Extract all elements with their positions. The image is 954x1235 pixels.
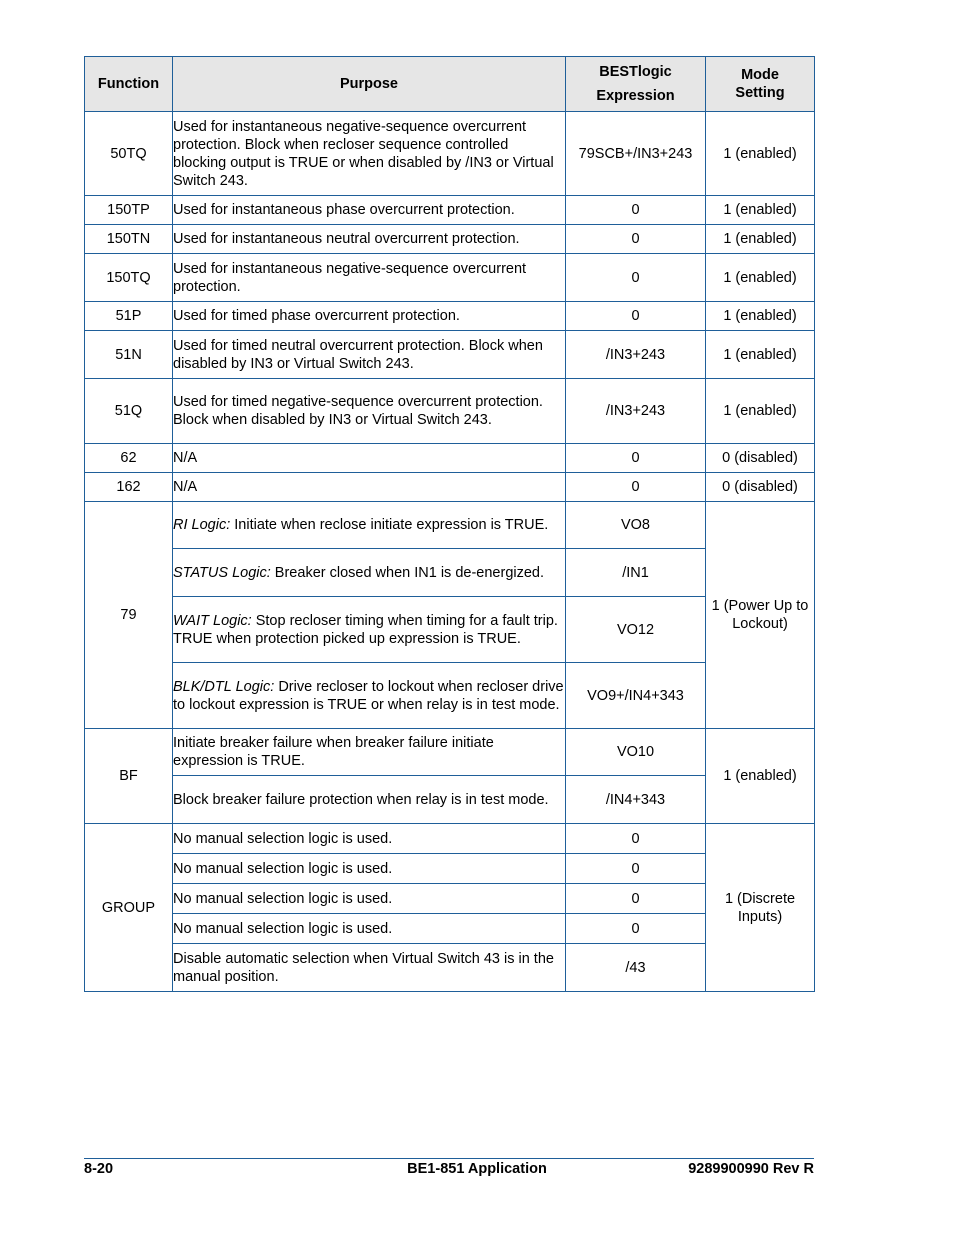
header-mode-line2: Setting [735,85,785,101]
function-cell: BF [85,729,173,824]
function-cell: 150TP [85,196,173,225]
mode-cell: 1 (enabled) [706,729,815,824]
header-expression-line1: BESTlogic [599,64,672,80]
table-row [85,112,815,196]
function-cell: 62 [85,444,173,473]
expression-cell: /IN3+243 [566,379,706,444]
purpose-cell: No manual selection logic is used. [173,884,566,914]
mode-cell: 0 (disabled) [706,473,815,502]
expression-cell: VO12 [566,597,706,663]
expression-cell: VO10 [566,729,706,776]
logic-label: STATUS Logic: [173,564,271,581]
mode-cell: 1 (enabled) [706,302,815,331]
purpose-cell: N/A [173,473,566,502]
expression-cell: 0 [566,444,706,473]
expression-cell: VO8 [566,502,706,549]
logic-label: WAIT Logic: [173,612,252,629]
logic-settings-table [84,56,815,992]
table-row [85,729,815,776]
function-cell: GROUP [85,824,173,992]
mode-cell: 1 (enabled) [706,196,815,225]
header-function: Function [85,57,173,112]
mode-cell: 1 (Power Up to Lockout) [706,502,815,729]
function-cell: 51Q [85,379,173,444]
table-header-row [85,57,815,112]
expression-cell: 79SCB+/IN3+243 [566,112,706,196]
table-row [85,944,815,992]
expression-cell: /IN3+243 [566,331,706,379]
expression-cell: 0 [566,854,706,884]
function-cell: 51P [85,302,173,331]
table-row [85,884,815,914]
expression-cell: 0 [566,225,706,254]
logic-text: Breaker closed when IN1 is de-energized. [270,564,545,581]
table-row [85,302,815,331]
purpose-cell: Used for instantaneous phase overcurrent protection. [173,196,566,225]
mode-cell: 1 (enabled) [706,379,815,444]
header-expression [566,57,706,112]
table-row [85,196,815,225]
purpose-cell: N/A [173,444,566,473]
mode-cell: 1 (Discrete Inputs) [706,824,815,992]
purpose-cell [173,663,566,729]
page-number: 8-20 [84,1161,114,1177]
expression-cell: /IN1 [566,549,706,597]
mode-cell: 1 (enabled) [706,112,815,196]
purpose-cell: Used for instantaneous neutral overcurrent protection. [173,225,566,254]
expression-cell: /IN4+343 [566,776,706,824]
mode-cell: 1 (enabled) [706,254,815,302]
expression-cell: 0 [566,254,706,302]
mode-cell: 0 (disabled) [706,444,815,473]
purpose-cell: Used for instantaneous negative-sequence overcurrent protection. [173,254,566,302]
table-row [85,549,815,597]
purpose-cell: No manual selection logic is used. [173,914,566,944]
table-row [85,663,815,729]
purpose-cell: No manual selection logic is used. [173,854,566,884]
header-mode-line1: Mode [741,67,779,83]
expression-cell: 0 [566,473,706,502]
function-cell: 150TQ [85,254,173,302]
expression-cell: 0 [566,914,706,944]
purpose-cell: Used for timed phase overcurrent protection. [173,302,566,331]
header-expression-line2: Expression [596,88,675,104]
mode-cell: 1 (enabled) [706,331,815,379]
footer-divider [84,1158,814,1159]
table-row [85,914,815,944]
expression-cell: VO9+/IN4+343 [566,663,706,729]
logic-text: Drive recloser to lockout when recloser drive to lockout expression is TRUE or when relay is in test mode. [173,678,564,713]
logic-text: Stop recloser timing when timing for a fault trip. TRUE when protection picked up expression is TRUE. [173,612,558,647]
purpose-cell: Used for timed neutral overcurrent protection. Block when disabled by IN3 or Virtual Switch 243. [173,331,566,379]
expression-cell: 0 [566,302,706,331]
purpose-cell: Disable automatic selection when Virtual Switch 43 is in the manual position. [173,944,566,992]
expression-cell: 0 [566,196,706,225]
function-cell: 162 [85,473,173,502]
purpose-cell: Used for timed negative-sequence overcurrent protection. Block when disabled by IN3 or Virtual Switch 243. [173,379,566,444]
table-row [85,444,815,473]
table-row [85,597,815,663]
table-row [85,502,815,549]
logic-text: Initiate when reclose initiate expression is TRUE. [230,517,549,533]
document-title: BE1-851 Application [407,1161,547,1177]
logic-label: RI Logic: [173,517,231,533]
purpose-cell: Block breaker failure protection when relay is in test mode. [173,776,566,824]
header-mode [706,57,815,112]
purpose-cell [173,597,566,663]
table-row [85,254,815,302]
function-cell: 150TN [85,225,173,254]
expression-cell: /43 [566,944,706,992]
table-row [85,776,815,824]
table-row [85,331,815,379]
purpose-cell [173,502,566,549]
header-purpose: Purpose [173,57,566,112]
table-row [85,225,815,254]
expression-cell: 0 [566,824,706,854]
table-row [85,854,815,884]
function-cell: 50TQ [85,112,173,196]
table-row [85,824,815,854]
table-row [85,473,815,502]
purpose-cell [173,549,566,597]
expression-cell: 0 [566,884,706,914]
document-number: 9289900990 Rev R [688,1161,814,1177]
purpose-cell: Used for instantaneous negative-sequence overcurrent protection. Block when recloser sequence controlled blocking output is TRUE or when disabled by /IN3 or Virtual Switch 243. [173,112,566,196]
purpose-cell: Initiate breaker failure when breaker failure initiate expression is TRUE. [173,729,566,776]
logic-label: BLK/DTL Logic: [173,678,275,695]
function-cell: 79 [85,502,173,729]
table-row [85,379,815,444]
mode-cell: 1 (enabled) [706,225,815,254]
function-cell: 51N [85,331,173,379]
purpose-cell: No manual selection logic is used. [173,824,566,854]
